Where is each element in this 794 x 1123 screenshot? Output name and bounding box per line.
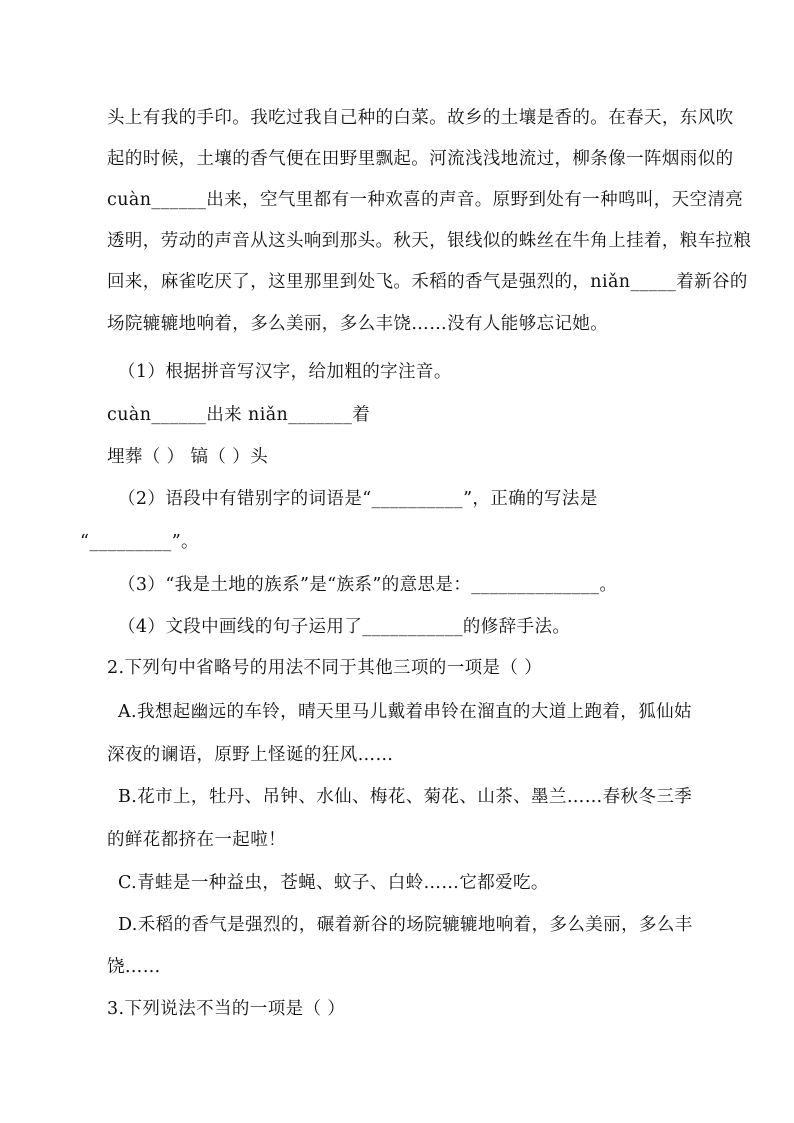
question-1-phonetic-row: 埋葬（ ） 镐（ ）头 [107,447,269,467]
mcq2-option-d-line-1: D.禾稻的香气是强烈的，碾着新谷的场院辘辘地响着，多么美丽，多么丰 [118,915,693,935]
mcq2-option-a-line-2: 深夜的谰语，原野上怪诞的狂风…… [107,745,394,765]
passage-line-6: 场院辘辘地响着，多么美丽，多么丰饶……没有人能够忘记她。 [107,314,609,334]
question-4: （4）文段中画线的句子运用了___________的修辞手法。 [118,617,571,637]
passage-line-4: 透明，劳动的声音从这头响到那头。秋天，银线似的蛛丝在牛角上挂着，粮车拉粮 [107,231,752,251]
passage-line-2: 起的时候，土壤的香气便在田野里飘起。河流浅浅地流过，柳条像一阵烟雨似的 [107,149,734,169]
mcq2-option-c: C.青蛙是一种益虫，苍蝇、蚊子、白蛉……它都爱吃。 [118,873,549,893]
question-1-pinyin-row: cuàn______出来 niǎn_______着 [107,405,371,425]
mcq2-option-a-line-1: A.我想起幽远的车铃，晴天里马儿戴着串铃在溜直的大道上跑着，狐仙姑 [118,702,692,722]
question-2-line-1: （2）语段中有错别字的词语是“__________”，正确的写法是 [118,489,598,509]
question-1-prompt: （1）根据拼音写汉字，给加粗的字注音。 [118,362,452,382]
passage-line-1: 头上有我的手印。我吃过我自己种的白菜。故乡的土壤是香的。在春天，东风吹 [107,108,734,128]
question-3: （3）“我是土地的族系”是“族系”的意思是：______________。 [118,575,618,595]
mcq3-stem: 3.下列说法不当的一项是（ ） [107,999,346,1019]
mcq2-stem: 2.下列句中省略号的用法不同于其他三项的一项是（ ） [107,658,543,678]
passage-line-5: 回来，麻雀吃厌了，这里那里到处飞。禾稻的香气是强烈的，niǎn_____着新谷的 [107,272,748,292]
mcq2-option-b-line-2: 的鲜花都挤在一起啦！ [107,830,286,850]
question-2-line-2: “_________”。 [80,532,199,552]
mcq2-option-b-line-1: B.花市上，牡丹、吊钟、水仙、梅花、菊花、山茶、墨兰……春秋冬三季 [118,787,693,807]
mcq2-option-d-line-2: 饶…… [107,957,161,977]
passage-line-3: cuàn______出来，空气里都有一种欢喜的声音。原野到处有一种鸣叫，天空清亮 [107,190,744,210]
